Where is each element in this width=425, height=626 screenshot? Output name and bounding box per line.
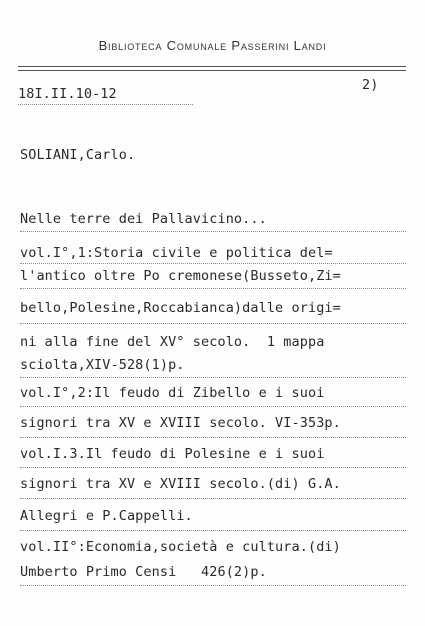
volume-line: signori tra XV e XVIII secolo.(di) G.A. xyxy=(20,476,341,492)
ruled-line xyxy=(20,498,406,499)
volume-line: vol.I°,2:Il feudo di Zibello e i suoi xyxy=(20,385,325,401)
ruled-line xyxy=(20,231,406,232)
volume-line: Allegri e P.Cappelli. xyxy=(20,508,193,524)
ruled-line xyxy=(20,288,406,289)
ruled-line xyxy=(20,437,406,438)
shelfmark: 18I.II.10-12 xyxy=(18,86,117,102)
volume-line: vol.I.3.Il feudo di Polesine e i suoi xyxy=(20,446,325,462)
ruled-line xyxy=(20,377,406,378)
ruled-line xyxy=(20,530,406,531)
ruled-line xyxy=(20,263,406,264)
shelfmark-underline xyxy=(18,104,193,105)
volume-line: ni alla fine del XV° secolo. 1 mappa xyxy=(20,334,325,350)
author-heading: SOLIANI,Carlo. xyxy=(20,147,136,163)
ruled-line xyxy=(20,585,406,586)
library-header: Biblioteca Comunale Passerini Landi xyxy=(98,38,327,53)
card-number: 2) xyxy=(362,77,379,93)
ruled-line xyxy=(20,406,406,407)
volume-line: vol.I°,1:Storia civile e politica del= xyxy=(20,245,333,261)
volume-line: signori tra XV e XVIII secolo. VI-353p. xyxy=(20,415,341,431)
volume-line: l'antico oltre Po cremonese(Busseto,Zi= xyxy=(20,268,341,284)
header-rule-bottom xyxy=(18,70,406,71)
volume-line: Umberto Primo Censi 426(2)p. xyxy=(20,564,267,580)
volume-line: sciolta,XIV-528(1)p. xyxy=(20,357,185,373)
ruled-line xyxy=(20,467,406,468)
volume-line: vol.II°:Economia,società e cultura.(di) xyxy=(20,539,341,555)
ruled-line xyxy=(20,323,406,324)
volume-line: bello,Polesine,Roccabianca)dalle origi= xyxy=(20,300,341,316)
title-line: Nelle terre dei Pallavicino... xyxy=(20,211,267,227)
header-rule-top xyxy=(18,66,406,67)
